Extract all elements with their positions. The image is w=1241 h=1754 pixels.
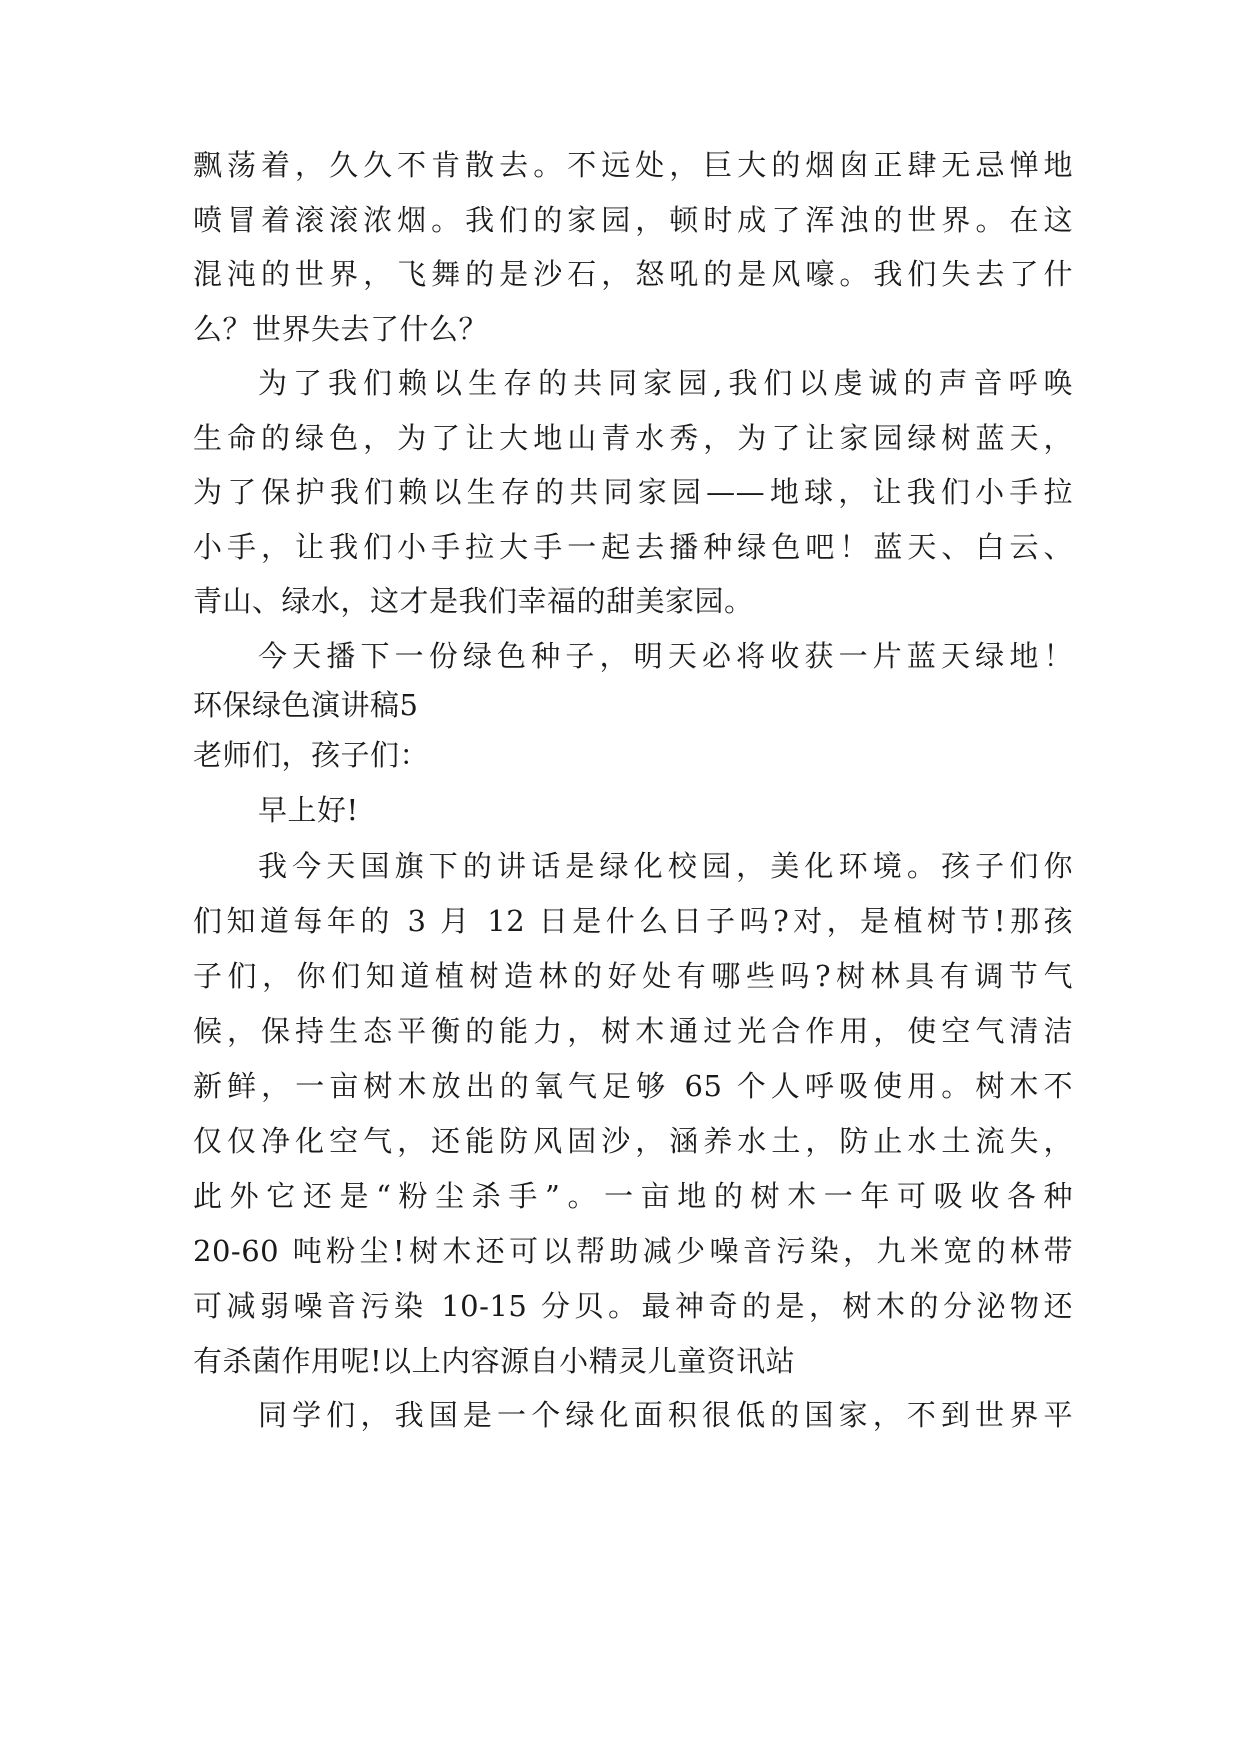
text-line: 为了保护我们赖以生存的共同家园——地球，让我们小手拉 — [193, 475, 1073, 509]
salutation: 老师们，孩子们： — [193, 738, 430, 772]
text-line: 青山、绿水，这才是我们幸福的甜美家园。 — [193, 584, 754, 618]
text-line: 仅仅净化空气，还能防风固沙，涵养水土，防止水土流失， — [193, 1124, 1073, 1158]
text-line: 飘荡着，久久不肯散去。不远处，巨大的烟囱正肆无忌惮地 — [193, 148, 1073, 182]
text-line: 生命的绿色，为了让大地山青水秀，为了让家园绿树蓝天， — [193, 421, 1073, 455]
text-line: 新鲜，一亩树木放出的氧气足够 65 个人呼吸使用。树木不 — [193, 1069, 1073, 1103]
text-line: 20-60 吨粉尘!树木还可以帮助减少噪音污染，九米宽的林带 — [193, 1234, 1073, 1268]
paragraph-first-line: 我今天国旗下的讲话是绿化校园，美化环境。孩子们你 — [258, 849, 1073, 883]
text-line: 子们，你们知道植树造林的好处有哪些吗?树林具有调节气 — [193, 959, 1073, 993]
greeting: 早上好! — [258, 793, 359, 827]
text-line: 此外它还是“粉尘杀手”。一亩地的树木一年可吸收各种 — [193, 1179, 1073, 1213]
text-line: 喷冒着滚滚浓烟。我们的家园，顿时成了浑浊的世界。在这 — [193, 203, 1073, 237]
section-title: 环保绿色演讲稿5 — [193, 688, 419, 722]
paragraph-first-line: 为了我们赖以生存的共同家园,我们以虔诚的声音呼唤 — [258, 366, 1073, 400]
text-line: 候，保持生态平衡的能力，树木通过光合作用，使空气清洁 — [193, 1014, 1073, 1048]
paragraph-first-line: 同学们，我国是一个绿化面积很低的国家，不到世界平 — [258, 1398, 1073, 1432]
paragraph-first-line: 今天播下一份绿色种子，明天必将收获一片蓝天绿地！ — [258, 639, 1073, 673]
text-line: 们知道每年的 3 月 12 日是什么日子吗?对，是植树节!那孩 — [193, 904, 1073, 938]
text-line: 可减弱噪音污染 10-15 分贝。最神奇的是，树木的分泌物还 — [193, 1289, 1073, 1323]
text-line: 混沌的世界，飞舞的是沙石，怒吼的是风嚎。我们失去了什 — [193, 257, 1073, 291]
text-line: 小手，让我们小手拉大手一起去播种绿色吧！蓝天、白云、 — [193, 530, 1073, 564]
text-line: 有杀菌作用呢!以上内容源自小精灵儿童资讯站 — [193, 1344, 796, 1378]
text-line: 么？世界失去了什么？ — [193, 312, 489, 346]
